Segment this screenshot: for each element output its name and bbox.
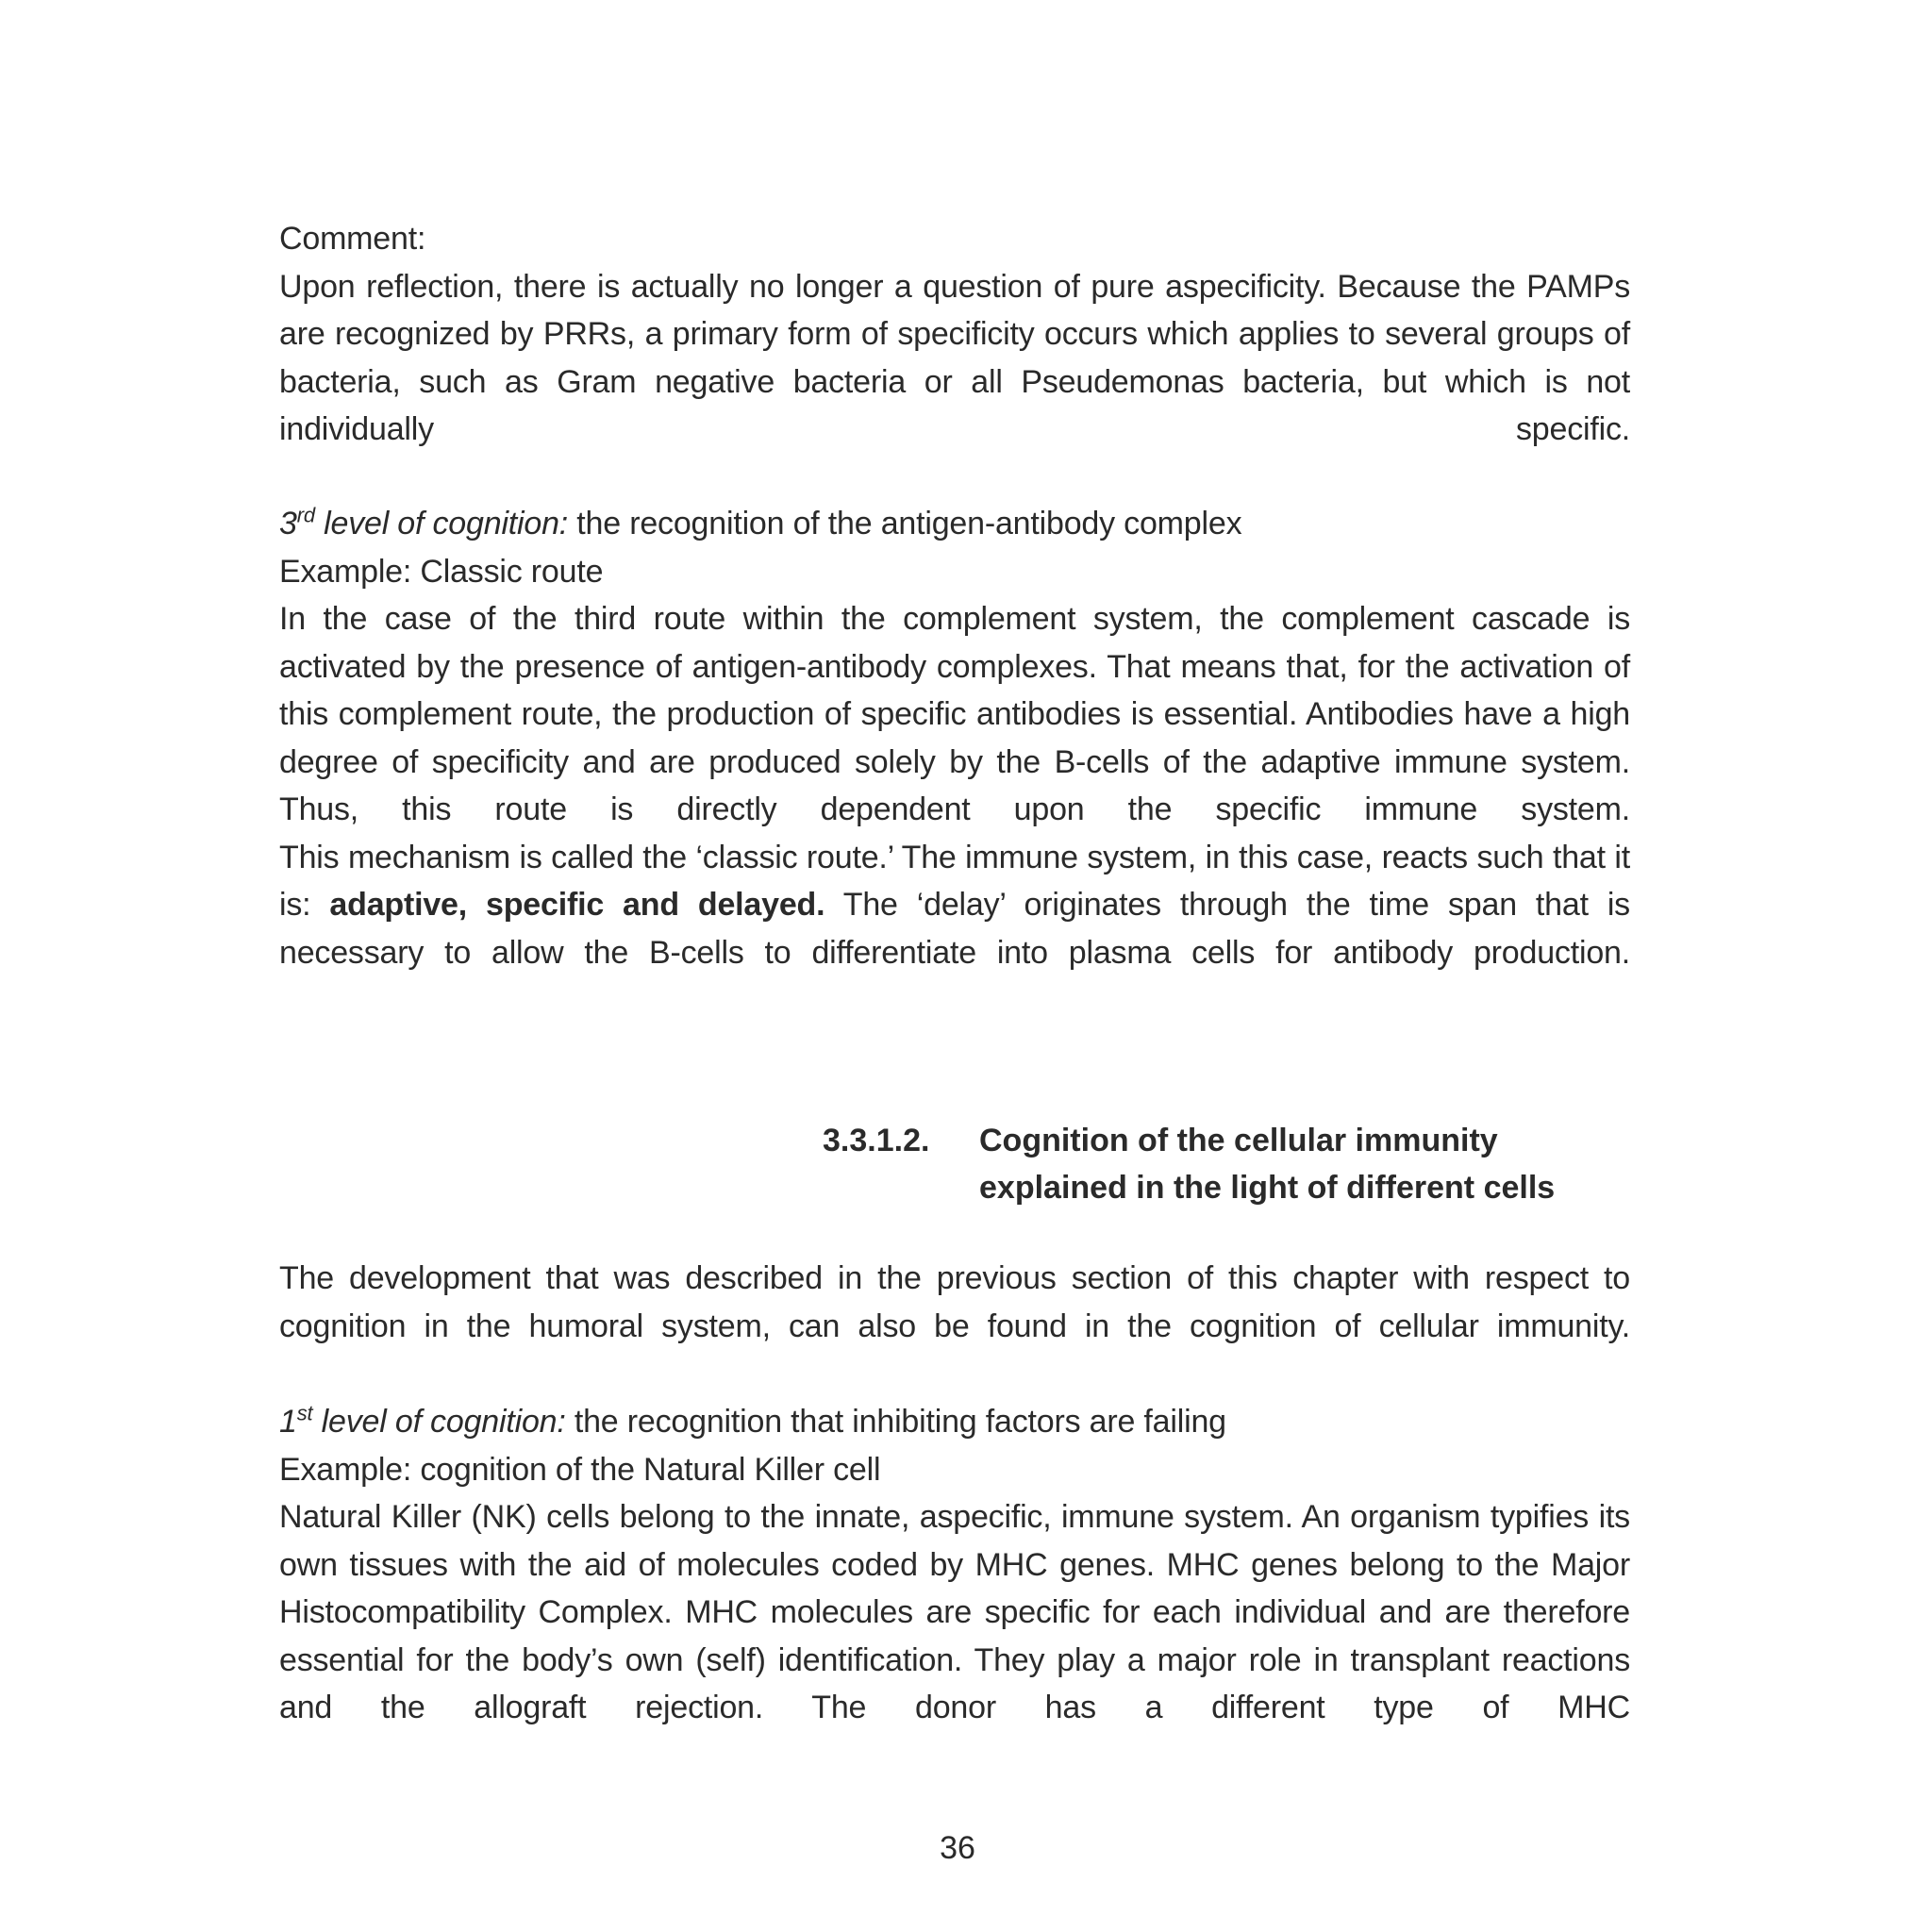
third-level-label-rest: level of cognition: bbox=[314, 506, 569, 541]
third-level-heading bbox=[279, 500, 1630, 548]
page-number: 36 bbox=[940, 1830, 975, 1866]
first-level-section bbox=[279, 1398, 1630, 1732]
section-title-line-2: explained in the light of different cells bbox=[979, 1170, 1556, 1206]
third-level-ordinal-suffix: rd bbox=[296, 503, 315, 527]
first-level-label-text: the recognition that inhibiting factors are failing bbox=[565, 1404, 1226, 1440]
first-level-heading bbox=[279, 1398, 1630, 1446]
comment-paragraph: Upon reflection, there is actually no longer a question of pure aspecificity. Because the PAMPs are recognized by PRRs, a primary form of specificity occurs which applies to several groups of bacteria, such as Gram negative bacteria or all Pseudemonas bacteria, but which is not individually specific. bbox=[279, 268, 1630, 447]
third-level-example: Example: Classic route bbox=[279, 553, 604, 590]
third-level-ordinal: 3 bbox=[279, 506, 297, 541]
mechanism-text-before: This mechanism is called the ‘classic route.’ The immune system, in this case, reacts such that it is: bbox=[279, 839, 1630, 923]
section-heading bbox=[823, 1117, 1658, 1211]
first-level-paragraph: Natural Killer (NK) cells belong to the innate, aspecific, immune system. An organism typifies its own tissues with the aid of molecules coded by MHC genes. MHC genes belong to the Major Histocompatibility Complex. MHC molecules are specific for each individual and are therefore essential for the body’s own (self) identification. They play a major role in transplant reactions and the allograft rejection. The donor has a different type of MHC bbox=[279, 1499, 1630, 1725]
first-level-ordinal-suffix: st bbox=[296, 1401, 313, 1425]
first-level-example: Example: cognition of the Natural Killer cell bbox=[279, 1451, 881, 1488]
third-level-paragraph: In the case of the third route within the complement system, the complement cascade is activated by the presence of antigen-antibody complexes. That means that, for the activation of this complement route, the production of specific antibodies is essential. Antibodies have a high degree of specificity and are produced solely by the B-cells of the adaptive immune system. Thus, this route is directly dependent upon the specific immune system. bbox=[279, 601, 1630, 827]
cellular-intro-paragraph: The development that was described in the previous section of this chapter with respect to cognition in the humoral system, can also be found in the cognition of cellular immunity. bbox=[279, 1260, 1630, 1344]
section-title-line-1: Cognition of the cellular immunity bbox=[979, 1123, 1498, 1158]
third-level-mechanism-paragraph bbox=[279, 834, 1630, 977]
cellular-intro-section bbox=[279, 1255, 1630, 1350]
third-level-label bbox=[279, 503, 569, 541]
third-level-section bbox=[279, 500, 1630, 976]
comment-heading: Comment: bbox=[279, 221, 426, 257]
first-level-label-rest: level of cognition: bbox=[312, 1404, 566, 1440]
first-level-label bbox=[279, 1401, 566, 1440]
first-level-ordinal: 1 bbox=[279, 1404, 297, 1440]
third-level-label-text: the recognition of the antigen-antibody complex bbox=[568, 506, 1242, 541]
mechanism-bold-text: adaptive, specific and delayed. bbox=[329, 887, 825, 923]
comment-section bbox=[279, 215, 1630, 454]
section-title bbox=[979, 1117, 1658, 1211]
section-number: 3.3.1.2. bbox=[823, 1123, 930, 1158]
mechanism-text-after: The ‘delay’ originates through the time span that is necessary to allow the B-cells to differentiate into plasma cells for antibody production. bbox=[279, 887, 1630, 971]
